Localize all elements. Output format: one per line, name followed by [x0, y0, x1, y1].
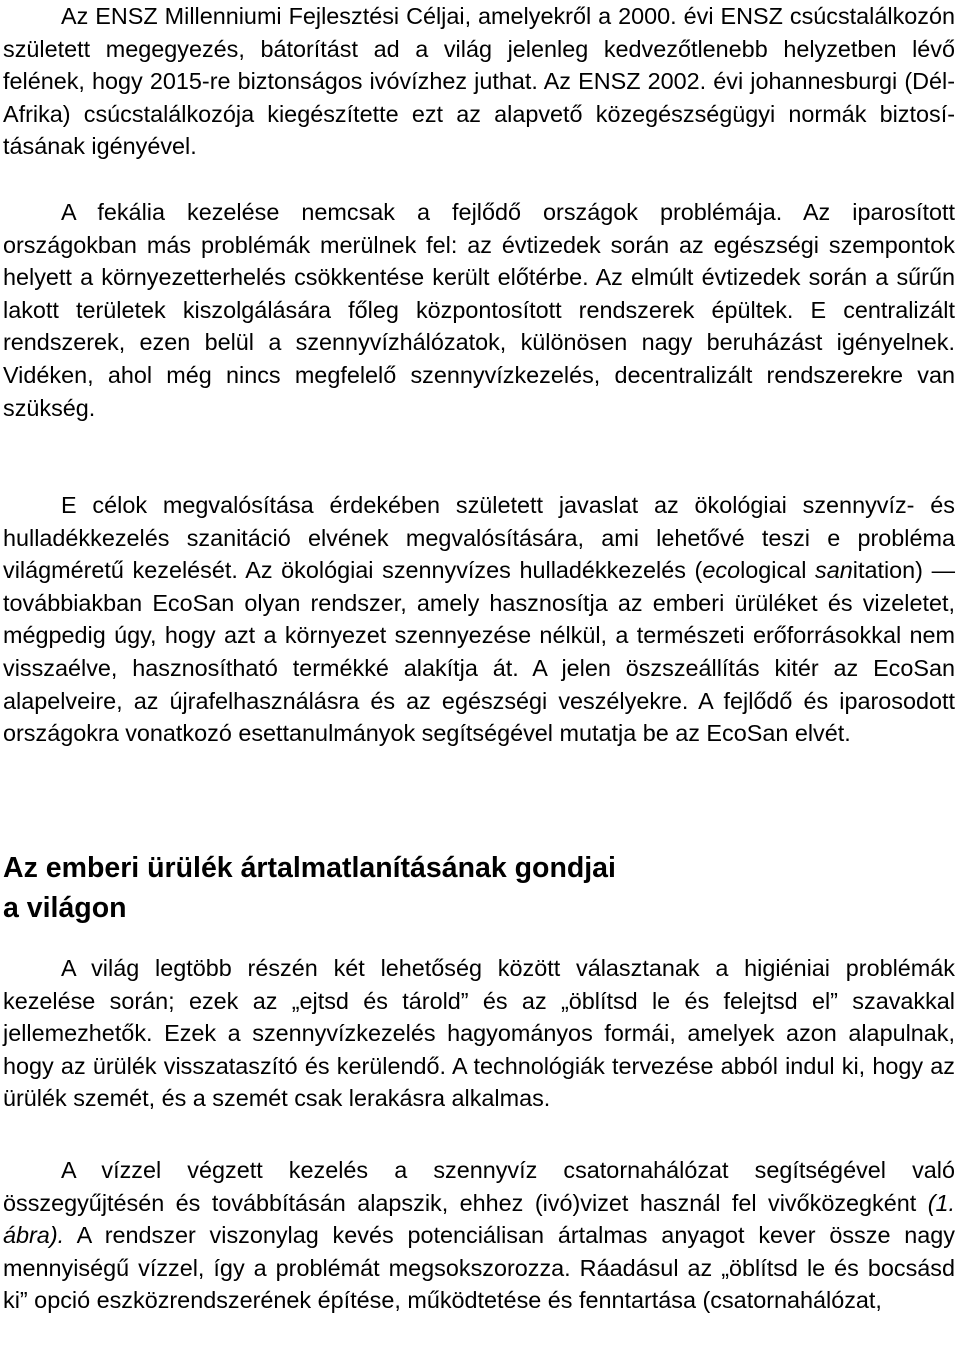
- paragraph-text: itation) — továbbiakban EcoSan olyan rendszer, amely hasznosítja az emberi ürüléket és vizeletet, mégpedig úgy, hogy azt a környezet szennyezése nélkül, a természeti erőforrásokkal nem visszaélve, hasznosítható termékké alakítja át. A jelen öszszeállítás kitér az EcoSan alapelveire, az újrafelhasználásra és az egészségi veszélyekre. A fejlődő és iparosodott országokra vonatkozó esettanulmányok segítségével mutatja be az EcoSan elvét.: [3, 557, 956, 747]
- paragraph-text: Az ENSZ Millenniumi Fejlesztési Céljai, amelyekről a 2000. évi ENSZ csúcstalálkozón született megegyezés, bátorítást ad a világ jelenleg kedvezőtlenebb helyzetben lévő felének, hogy 2015-re biztonságos ivóvízhez juthat. Az ENSZ 2002. évi johannesburgi (Dél-Afrika) csúcstalálkozója kiegészítette ezt az alapvető közegészségügyi normák biztosításának igényével.: [3, 3, 955, 160]
- figure-reference: (1. ábra).: [3, 1189, 955, 1249]
- paragraph-ecosan-definition: [3, 489, 955, 750]
- italic-san: san: [815, 557, 853, 584]
- paragraph-un-goals: [3, 0, 955, 163]
- paragraph-text: E célok megvalósítása érdekében született javaslat az ökológiai szennyvíz- és hulladékkezelés szanitáció elvének megvalósítására, ami lehetővé teszi e probléma világméretű kezelését. Az ökológiai szennyvízes hulladékkezelés (: [3, 492, 955, 584]
- paragraph-industrial-countries: [3, 196, 955, 424]
- paragraph-text: A vízzel végzett kezelés a szennyvíz csatornahálózat segítségével való összegyűjtésén és továbbításán alapszik, ehhez (ivó)vizet használ fel vivőközegként: [3, 1157, 955, 1216]
- paragraph-text: A rendszer viszonylag kevés potenciálisan ártalmas anyagot kever össze nagy mennyiségű vízzel, így a problémát megsokszorozza. Ráadásul az „öblítsd le és bocsásd ki” opció eszközrendszerének építése, működtetése és fenntartása (csatornahálózat,: [3, 1222, 955, 1314]
- section-heading-line-2: a világon: [3, 892, 127, 924]
- paragraph-hygiene-options: [3, 952, 955, 1115]
- paragraph-text: A világ legtöbb részén két lehetőség között választanak a higiéniai problémák kezelése során; ezek az „ejtsd és tárold” és az „öblítsd le és felejtsd el” szavakkal jellemezhetők. Ezek a szennyvízkezelés hagyományos formái, amelyek azon alapulnak, hogy az ürülék visszataszító és kerülendő. A technológiák tervezése abból indul ki, hogy az ürülék szemét, és a szemét csak lerakásra alkalmas.: [3, 955, 955, 1112]
- section-heading-line-1: Az emberi ürülék ártalmatlanításának gondjai: [3, 852, 616, 884]
- paragraph-text: logical: [740, 557, 816, 584]
- paragraph-text: A fekália kezelése nemcsak a fejlődő országok problémája. Az iparosított országokban más problémák merülnek fel: az évtizedek során az egészségi szempontok helyett a környezetterhelés csökkentése került előtérbe. Az elmúlt évtizedek során a sűrűn lakott területek kiszolgálására főleg központosított rendszerek épültek. E centralizált rendszerek, ezen belül a szennyvízhálózatok, különösen nagy beruházást igényelnek. Vidéken, ahol még nincs megfelelő szennyvízkezelés, decentralizált rendszerekre van szükség.: [3, 199, 955, 421]
- section-heading: [3, 848, 903, 928]
- paragraph-water-treatment: [3, 1154, 955, 1317]
- italic-eco: eco: [702, 557, 741, 584]
